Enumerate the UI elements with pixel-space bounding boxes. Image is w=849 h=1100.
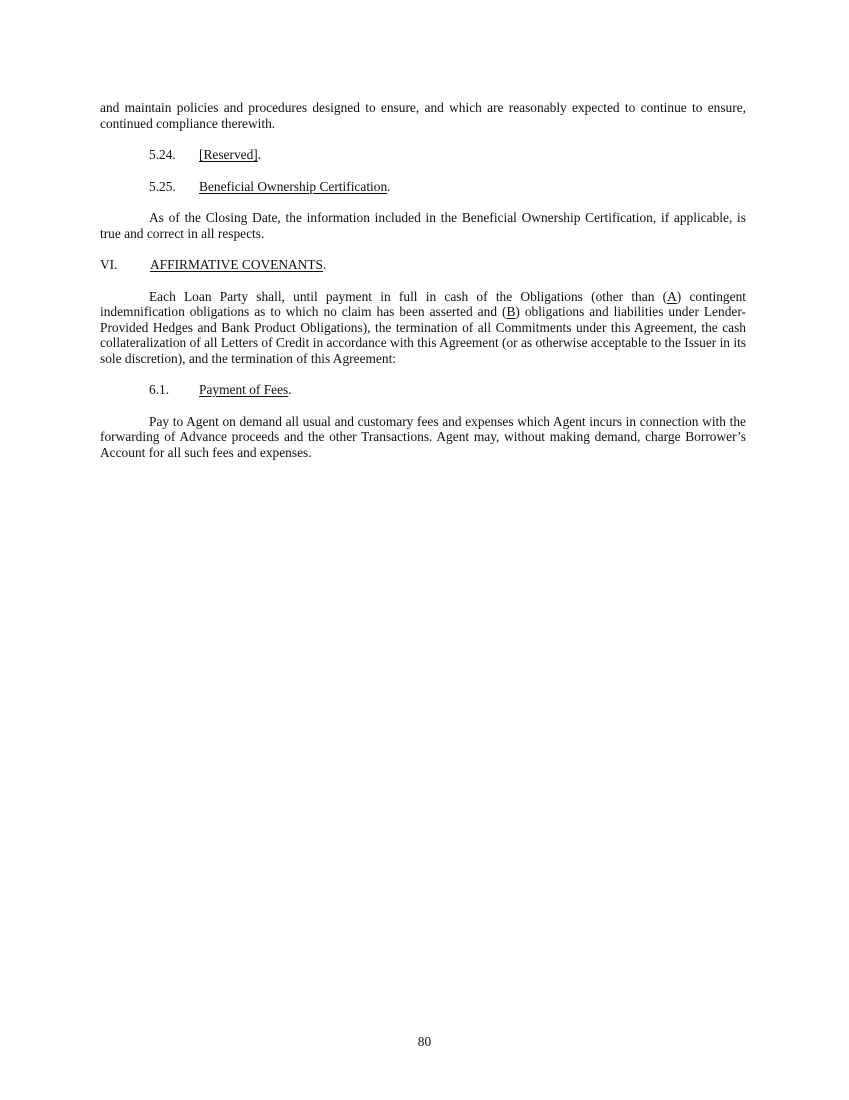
section-title: [Reserved] [199, 147, 258, 162]
section-title: Beneficial Ownership Certification [199, 178, 388, 194]
section-number: 5.25. [149, 178, 176, 194]
section-title: Payment of Fees [199, 382, 289, 397]
section-number: 6.1. [149, 382, 170, 397]
section-6-1-heading: 6.1. Payment of Fees. [149, 382, 292, 397]
continuation-paragraph: and maintain policies and procedures designed to ensure, and which are reasonably expected to continue to ensure, continued compliance therewith. [100, 100, 746, 131]
article-title: AFFIRMATIVE COVENANTS [150, 257, 323, 272]
section-5-24-heading: 5.24. [Reserved]. [149, 147, 262, 162]
section-5-25-body: As of the Closing Date, the information included in the Beneficial Ownership Certification, if applicable, is true and correct in all respects. [100, 210, 746, 241]
article-vi-body: Each Loan Party shall, until payment in full in cash of the Obligations (other than (A) contingent indemnification obligations as to which no claim has been asserted and (B) obligations and liabilities under Lender-Provided Hedges and Bank Product Obligations), the termination of all Commitments under this Agreement, the cash collateralization of all Letters of Credit in accordance with this Agreement (or as otherwise acceptable to the Issuer in its sole discretion), and the termination of this Agreement: [100, 288, 746, 366]
section-6-1-body: Pay to Agent on demand all usual and customary fees and expenses which Agent incurs in connection with the forwarding of Advance proceeds and the other Transactions. Agent may, without making demand, charge Borrower’s Account for all such fees and expenses. [100, 413, 746, 460]
section-number: 5.24. [149, 147, 176, 162]
page-number: 80 [417, 1034, 432, 1049]
article-number: VI. [100, 257, 118, 272]
article-vi-heading: VI. AFFIRMATIVE COVENANTS. [100, 257, 327, 272]
clause-marker-b: B [506, 304, 516, 319]
section-5-25-heading: 5.25. Beneficial Ownership Certification. [149, 178, 391, 194]
page-body [100, 100, 746, 460]
clause-marker-a: A [667, 288, 677, 304]
